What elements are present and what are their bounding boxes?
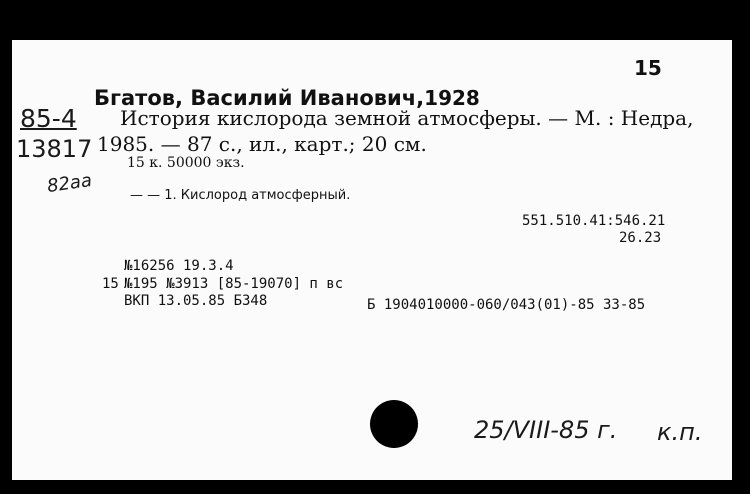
subject-heading: — — 1. Кислород атмосферный.	[130, 188, 351, 203]
registration-line-2: №195 №3913 [85-19070] п вс	[124, 276, 344, 292]
stamp-mark: 82aa	[45, 169, 94, 198]
author-name: Бгатов, Василий Иванович,	[94, 86, 425, 110]
page-number: 15	[634, 56, 662, 80]
registration-line-1: №16256 19.3.4	[124, 258, 234, 274]
registration-line-3: ВКП 13.05.85 Б348	[124, 293, 268, 309]
print-info: 15 к. 50000 экз.	[127, 155, 245, 171]
title-line: История кислорода земной атмосферы. — М. : Недра,	[120, 106, 694, 130]
author-year: 1928	[424, 86, 480, 110]
bbk-code: 26.23	[619, 230, 662, 246]
imprint-line: 1985. — 87 с., ил., карт.; 20 см.	[97, 132, 427, 156]
handwritten-initials: к.п.	[657, 418, 703, 446]
handwritten-date: 25/VIII-85 г.	[474, 416, 618, 444]
udc-code: 551.510.41:546.21	[522, 213, 666, 229]
shelf-code: 85-4	[20, 104, 77, 133]
registration-line-2-prefix: 15	[102, 276, 119, 292]
catalog-card	[12, 40, 732, 480]
catalog-code: Б 1904010000-060/043(01)-85 33-85	[367, 297, 646, 313]
inventory-number: 13817	[16, 135, 93, 163]
punch-hole	[370, 400, 418, 448]
